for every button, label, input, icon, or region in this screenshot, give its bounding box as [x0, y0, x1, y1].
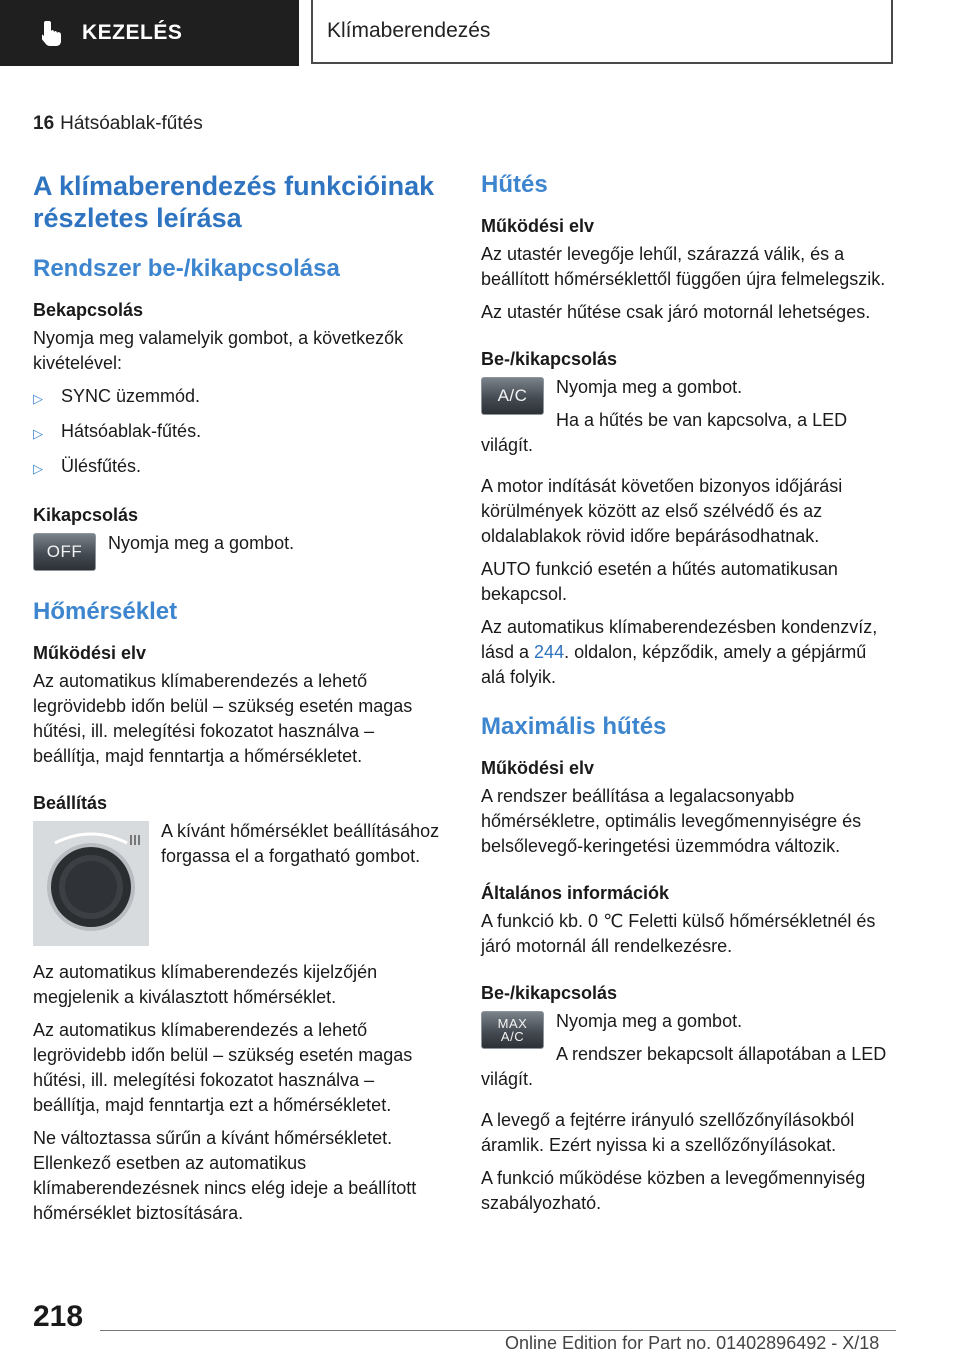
- heading-system-onoff: Rendszer be-/kikapcsolása: [33, 255, 340, 282]
- breadcrumb-text: Hátsóablak-fűtés: [60, 113, 203, 134]
- heading-cool-onoff: Be-/kikapcsolás: [481, 349, 618, 369]
- repeat-text: Az automatikus klímaberendezés a lehető legrövidebb időn belül – szükség esetén magas hűtési, ill. melegítési fokozatot használva – beállítja, majd fenntartja ezt a hőmérsékletet.: [33, 1020, 413, 1115]
- switch-on-text: Nyomja meg valamelyik gombot, a következők kivételével:: [33, 328, 404, 373]
- list-item: ▷ Ülésfűtés.: [33, 454, 443, 481]
- exception-list: [33, 384, 443, 481]
- heading-switch-on: Bekapcsolás: [33, 300, 144, 320]
- rotary-knob-image: [33, 821, 149, 946]
- heading-max-onoff: Be-/kikapcsolás: [481, 983, 618, 1003]
- heading-max-cooling: Maximális hűtés: [481, 713, 667, 740]
- general-text: A funkció kb. 0 ℃ Feletti külső hőmérsékletnél és járó motornál áll rendelkezésre.: [481, 911, 876, 956]
- triangle-bullet-icon: ▷: [33, 391, 43, 406]
- heading-temp-principle: Működési elv: [33, 643, 147, 663]
- rotary-knob-icon: [33, 821, 149, 946]
- auto-text: AUTO funkció esetén a hűtés automatikusan bekapcsol.: [481, 559, 838, 604]
- page-link-244[interactable]: 244: [534, 642, 565, 662]
- heading-setting: Beállítás: [33, 793, 108, 813]
- setting-text: A kívánt hőmérséklet beállításához forgassa el a forgatható gombot.: [161, 821, 440, 866]
- chapter-tab-label: KEZELÉS: [82, 21, 183, 44]
- right-column: [481, 170, 891, 1224]
- chapter-tab[interactable]: [0, 0, 299, 66]
- ac-button-image: A/C: [481, 377, 544, 415]
- heading-general-info: Általános információk: [481, 883, 670, 903]
- condensate-text: Az automatikus klímaberendezésben kondenzvíz, lásd a 244. oldalon, képződik, amely a gépjármű alá folyik.: [481, 617, 878, 687]
- warning-text: Ne változtassa sűrűn a kívánt hőmérsékletet. Ellenkező esetben az automatikus klímaberendezésnek nincs elég ideje a beállított hőmérséklet biztosítására.: [33, 1128, 417, 1223]
- ac-text-2: Ha a hűtés be van kapcsolva, a LED világít.: [481, 410, 848, 455]
- edition-text: Online Edition for Part no. 01402896492 - X/18: [505, 1333, 880, 1353]
- heading-cooling: Hűtés: [481, 171, 548, 198]
- display-text: Az automatikus klímaberendezés kijelzőjén megjelenik a kiválasztott hőmérséklet.: [33, 962, 378, 1007]
- breadcrumb-number: 16: [33, 113, 55, 134]
- triangle-bullet-icon: ▷: [33, 426, 43, 441]
- vent-text: A levegő a fejtérre irányuló szellőzőnyílásokból áramlik. Ezért nyissa ki a szellőzőnyílásokat.: [481, 1110, 855, 1155]
- max-ac-button-image: MAX A/C: [481, 1011, 544, 1049]
- footer-divider: [100, 1330, 896, 1331]
- vent-adjust-text: A funkció működése közben a levegőmennyiség szabályozható.: [481, 1168, 866, 1213]
- heading-switch-off: Kikapcsolás: [33, 505, 139, 525]
- off-instruction: [33, 531, 443, 575]
- off-text: Nyomja meg a gombot.: [108, 533, 295, 553]
- heading-temperature: Hőmérséklet: [33, 598, 178, 625]
- page-title: A klímaberendezés funkcióinak részletes leírása: [33, 171, 435, 233]
- ac-instruction: [481, 375, 891, 466]
- page-number: 218: [33, 1300, 84, 1333]
- setting-instruction: [33, 819, 443, 952]
- max-ac-instruction: [481, 1009, 891, 1100]
- max-text-2: A rendszer bekapcsolt állapotában a LED világít.: [481, 1044, 887, 1089]
- left-column: [33, 170, 443, 1234]
- heading-max-principle: Működési elv: [481, 758, 595, 778]
- section-title: Klímaberendezés: [311, 0, 893, 64]
- triangle-bullet-icon: ▷: [33, 461, 43, 476]
- page-header: [0, 0, 960, 66]
- max-principle-text: A rendszer beállítása a legalacsonyabb hőmérsékletre, optimális levegőmennyiségre és belsőlevegő-keringetési üzemmódra változik.: [481, 786, 862, 856]
- cool-principle-text: Az utastér levegője lehűl, szárazzá válik, és a beállított hőmérséklettől függően újra felmelegszik.: [481, 244, 886, 289]
- list-item: ▷ SYNC üzemmód.: [33, 384, 443, 411]
- max-text-1: Nyomja meg a gombot.: [556, 1011, 743, 1031]
- ac-text-1: Nyomja meg a gombot.: [556, 377, 743, 397]
- hand-pointer-icon: [42, 20, 64, 46]
- breadcrumb: [33, 113, 203, 135]
- heading-cool-principle: Működési elv: [481, 216, 595, 236]
- temp-principle-text: Az automatikus klímaberendezés a lehető legrövidebb időn belül – szükség esetén magas hűtési, ill. melegítési fokozatot használva – beállítja, majd fenntartja a hőmérsékletet.: [33, 671, 413, 766]
- list-item: ▷ Hátsóablak-fűtés.: [33, 419, 443, 446]
- off-button-image: OFF: [33, 533, 96, 571]
- fog-text: A motor indítását követően bizonyos időjárási körülmények között az első szélvédő és az oldalablakok rövid időre bepárásodhatnak.: [481, 476, 843, 546]
- cool-engine-text: Az utastér hűtése csak járó motornál lehetséges.: [481, 302, 871, 322]
